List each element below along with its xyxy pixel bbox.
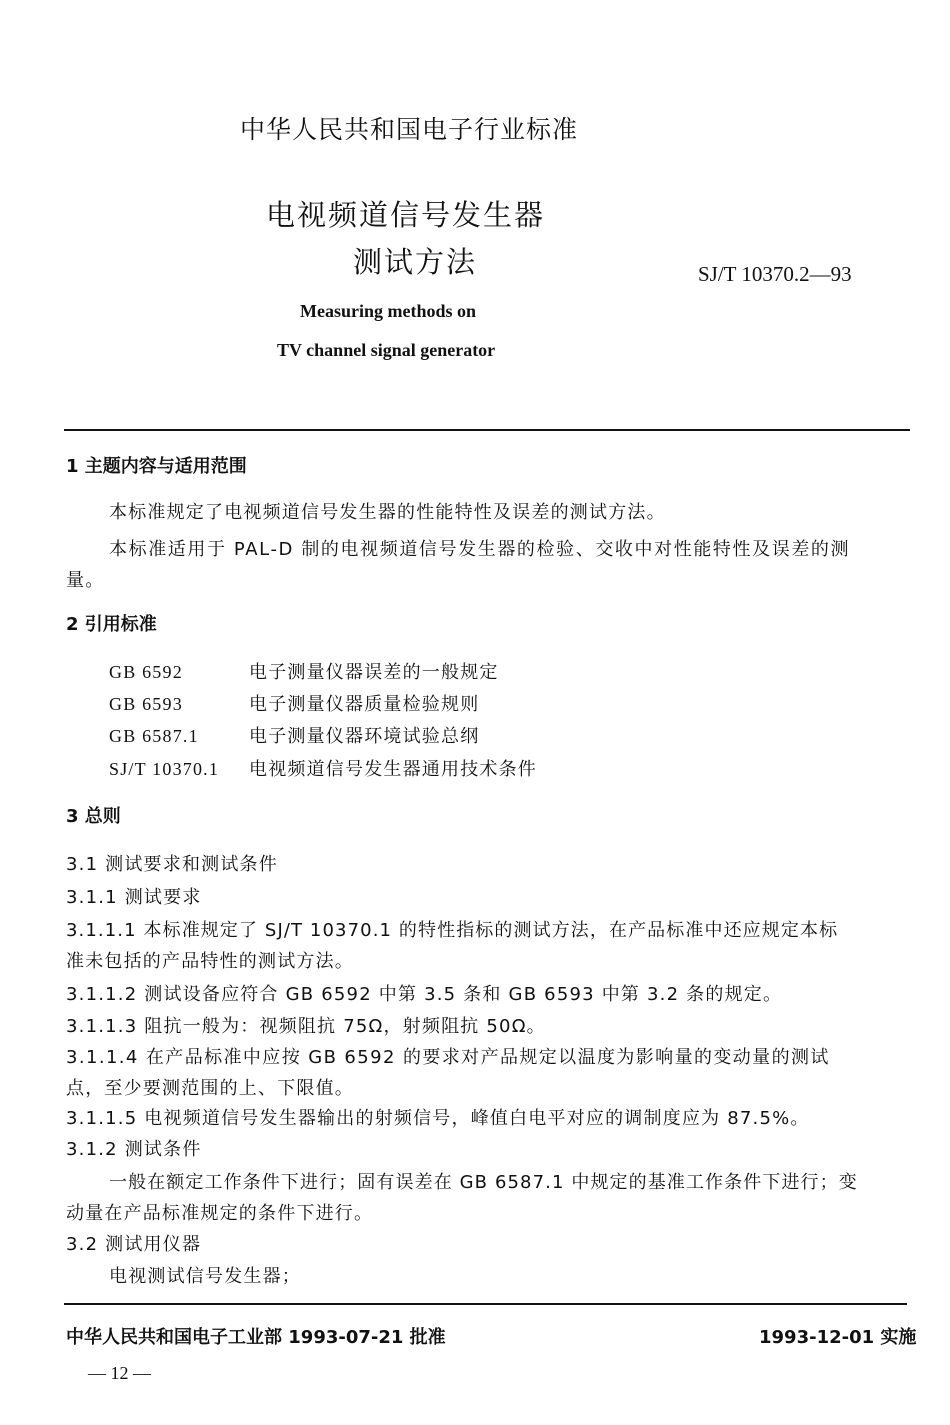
approval-line: 中华人民共和国电子工业部 1993-07-21 批准 [66, 1327, 446, 1348]
clause-3-1-2-heading: 3.1.2 测试条件 [66, 1139, 202, 1160]
document-title-line2: 测试方法 [353, 245, 478, 279]
clause-3-2-text: 电视测试信号发生器； [109, 1266, 301, 1287]
section-1-paragraph-1: 本标准规定了电视频道信号发生器的性能特性及误差的测试方法。 [109, 502, 666, 523]
english-title-line1: Measuring methods on [300, 301, 477, 321]
section-3-heading: 3 总则 [66, 806, 121, 827]
clause-3-1-1-4-cont: 点，至少要测范围的上、下限值。 [66, 1078, 354, 1099]
effective-date: 1993-12-01 实施 [759, 1327, 917, 1348]
clause-3-1-heading: 3.1 测试要求和测试条件 [66, 854, 278, 875]
document-title-line1: 电视频道信号发生器 [266, 198, 546, 232]
reference-item [109, 755, 537, 781]
reference-code: GB 6587.1 [109, 726, 199, 746]
clause-3-1-2-text-cont: 动量在产品标准规定的条件下进行。 [66, 1203, 374, 1224]
reference-title: 电子测量仪器环境试验总纲 [249, 726, 480, 747]
reference-item [109, 690, 479, 716]
footer-divider [64, 1303, 907, 1305]
section-2-heading: 2 引用标准 [66, 614, 157, 635]
reference-code: SJ/T 10370.1 [109, 759, 220, 779]
reference-item [109, 658, 499, 684]
clause-3-2-heading: 3.2 测试用仪器 [66, 1234, 202, 1255]
section-1-paragraph-2-cont: 量。 [66, 570, 105, 591]
clause-3-1-1-5: 3.1.1.5 电视频道信号发生器输出的射频信号，峰值白电平对应的调制度应为 87.5%。 [66, 1108, 810, 1129]
clause-3-1-1-4: 3.1.1.4 在产品标准中应按 GB 6592 的要求对产品规定以温度为影响量的变动量的测试 [66, 1047, 830, 1068]
header-divider [64, 429, 910, 431]
reference-code: GB 6592 [109, 662, 183, 682]
section-1-heading: 1 主题内容与适用范围 [66, 456, 247, 477]
reference-code: GB 6593 [109, 694, 183, 714]
org-standard-title: 中华人民共和国电子行业标准 [240, 115, 579, 144]
reference-title: 电子测量仪器质量检验规则 [249, 694, 480, 715]
clause-3-1-1-1: 3.1.1.1 本标准规定了 SJ/T 10370.1 的特性指标的测试方法，在产品标准中还应规定本标 [66, 920, 839, 941]
reference-title: 电子测量仪器误差的一般规定 [249, 662, 499, 683]
clause-3-1-1-3: 3.1.1.3 阻抗一般为：视频阻抗 75Ω，射频阻抗 50Ω。 [66, 1016, 546, 1037]
reference-item [109, 722, 479, 748]
standard-code: SJ/T 10370.2—93 [698, 262, 852, 286]
clause-3-1-1-1-cont: 准未包括的产品特性的测试方法。 [66, 951, 354, 972]
clause-3-1-1-2: 3.1.1.2 测试设备应符合 GB 6592 中第 3.5 条和 GB 6593 中第 3.2 条的规定。 [66, 984, 783, 1005]
page-number: — 12 — [88, 1363, 151, 1383]
clause-3-1-1-heading: 3.1.1 测试要求 [66, 887, 202, 908]
section-1-paragraph-2: 本标准适用于 PAL-D 制的电视频道信号发生器的检验、交收中对性能特性及误差的测 [109, 539, 851, 560]
english-title-line2: TV channel signal generator [277, 340, 496, 360]
clause-3-1-2-text: 一般在额定工作条件下进行；固有误差在 GB 6587.1 中规定的基准工作条件下进行；变 [109, 1172, 858, 1193]
reference-title: 电视频道信号发生器通用技术条件 [249, 759, 537, 780]
